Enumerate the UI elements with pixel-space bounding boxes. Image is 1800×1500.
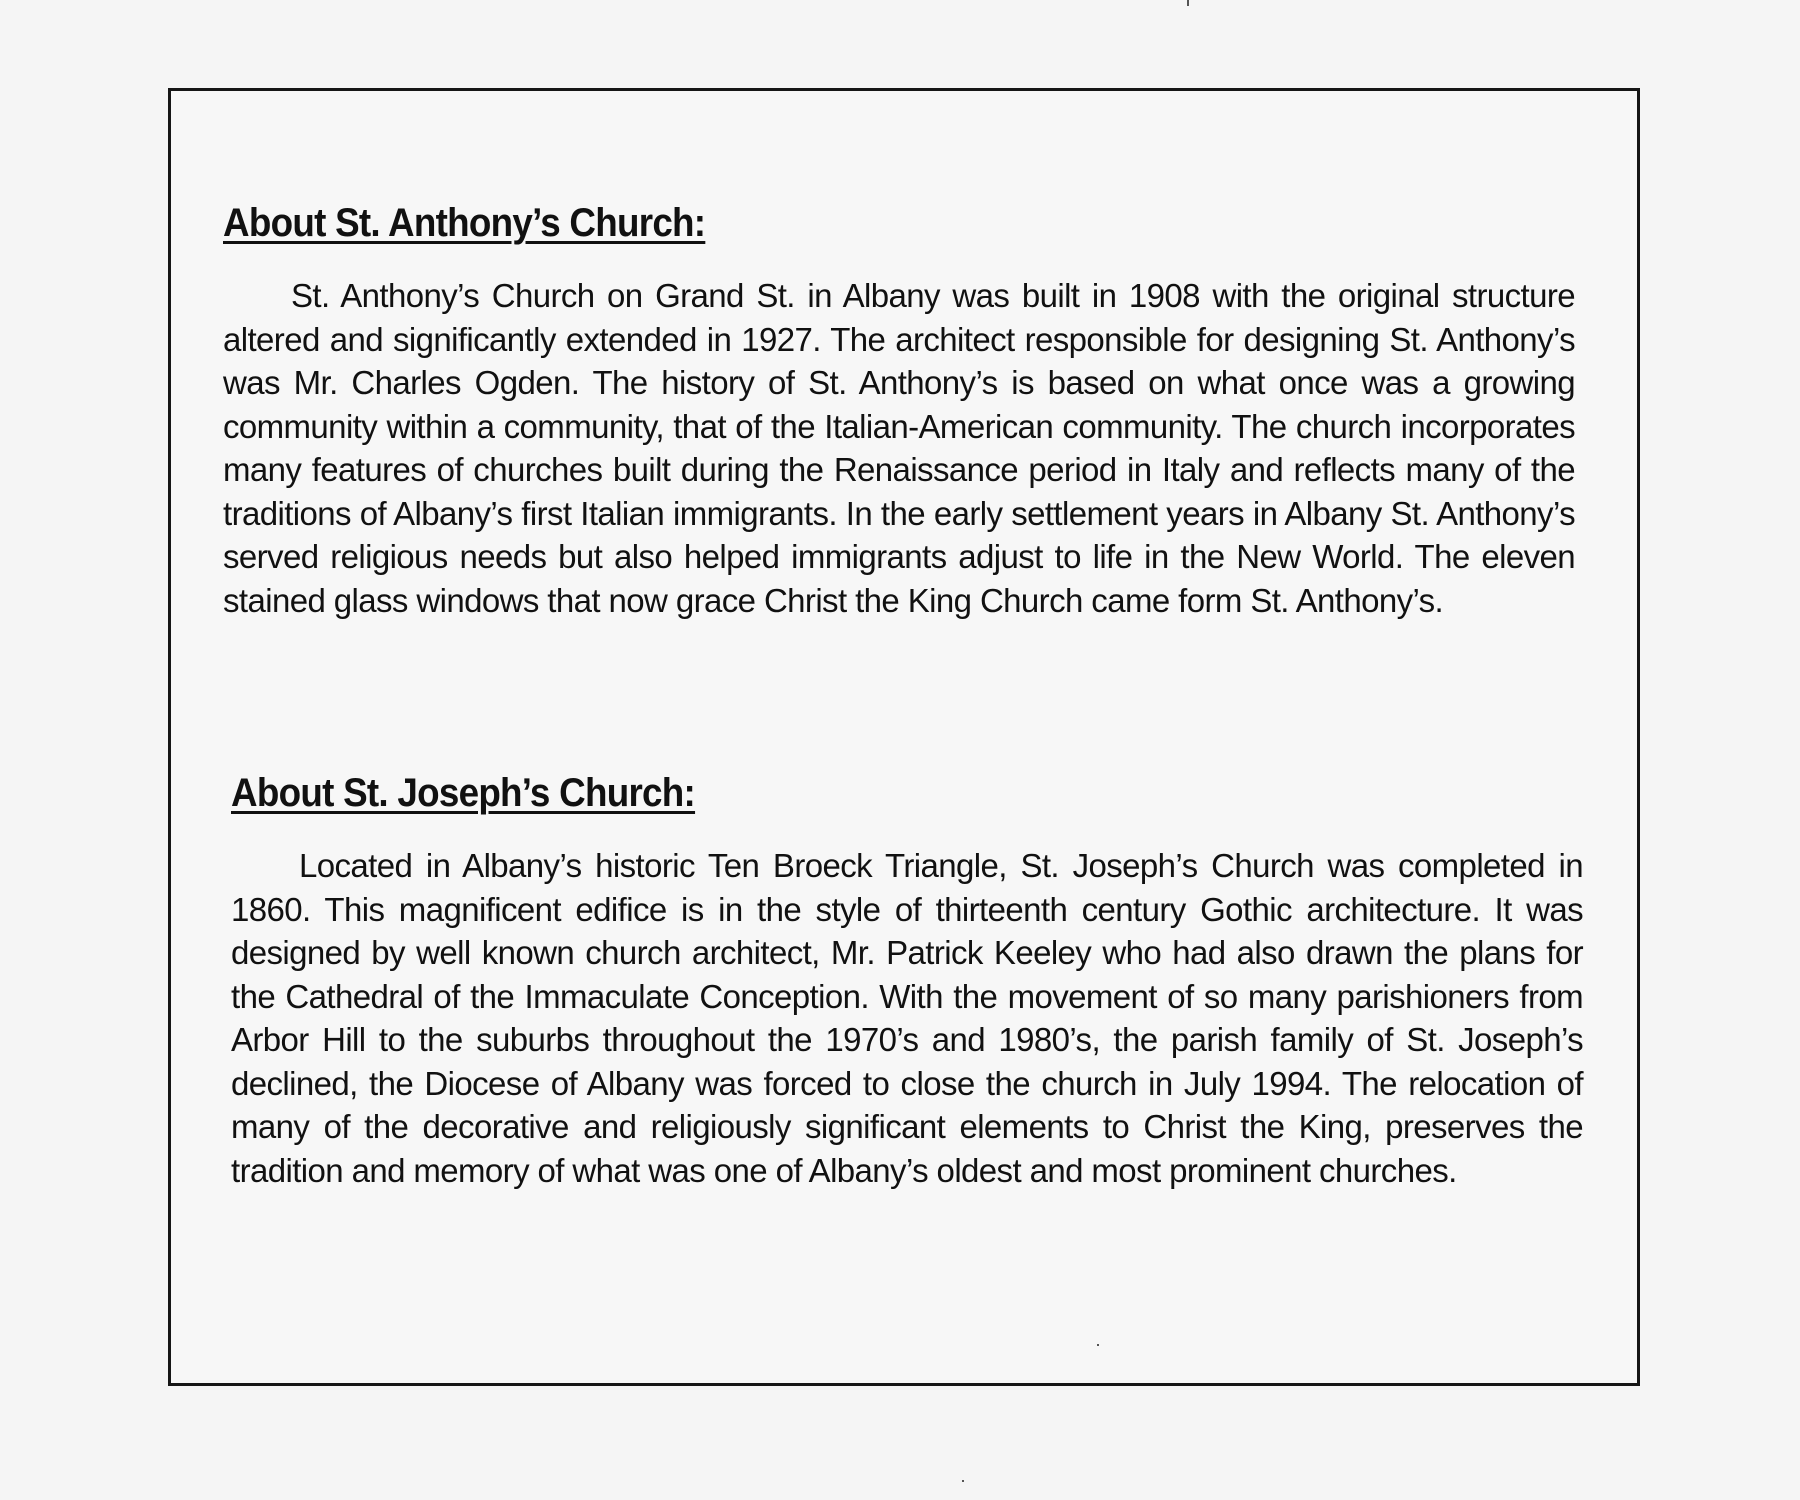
st-joseph-section (231, 771, 1591, 1192)
stray-mark (1187, 0, 1189, 6)
st-anthony-section (223, 201, 1583, 622)
st-anthony-paragraph: St. Anthony’s Church on Grand St. in Albany was built in 1908 with the original structure altered and significantly extended in 1927. The architect responsible for designing St. Anthony’s was Mr. Charles Ogden. The history of St. Anthony’s is based on what once was a growing community within a community, that of the Italian-American community. The church incorporates many features of churches built during the Renaissance period in Italy and reflects many of the traditions of Albany’s first Italian immigrants. In the early settlement years in Albany St. Anthony’s served religious needs but also helped immigrants adjust to life in the New World. The eleven stained glass windows that now grace Christ the King Church came form St. Anthony’s. (223, 277, 1575, 619)
stray-mark (962, 1480, 964, 1482)
st-anthony-heading: About St. Anthony’s Church: (223, 201, 706, 245)
bordered-text-box (168, 88, 1640, 1386)
st-joseph-heading: About St. Joseph’s Church: (231, 771, 696, 815)
stray-mark (1097, 1344, 1099, 1346)
st-joseph-paragraph: Located in Albany’s historic Ten Broeck Triangle, St. Joseph’s Church was completed in 1860. This magnificent edifice is in the style of thirteenth century Gothic architecture. It was designed by well known church architect, Mr. Patrick Keeley who had also drawn the plans for the Cathedral of the Immaculate Conception. With the movement of so many parishioners from Arbor Hill to the suburbs throughout the 1970’s and 1980’s, the parish family of St. Joseph’s declined, the Diocese of Albany was forced to close the church in July 1994. The relocation of many of the decorative and religiously significant elements to Christ the King, preserves the tradition and memory of what was one of Albany’s oldest and most prominent churches. (231, 847, 1583, 1189)
